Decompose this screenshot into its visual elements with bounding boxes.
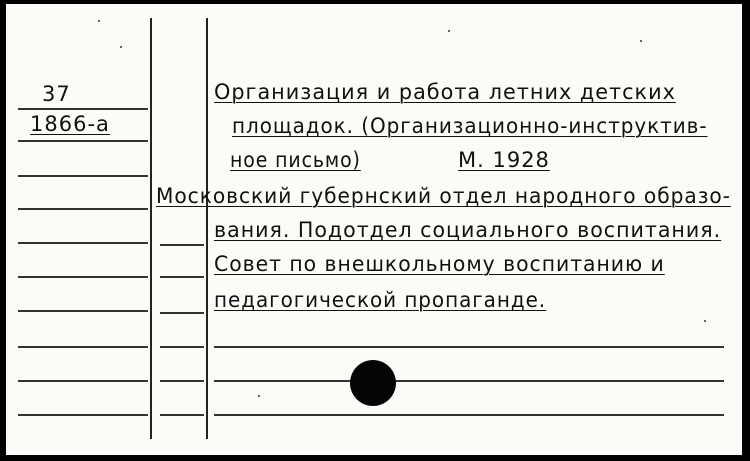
rule-mid-6: [160, 414, 204, 416]
rule-left-10: [18, 414, 148, 416]
rule-right-1: [214, 346, 724, 348]
rule-right-2: [214, 380, 724, 382]
author-line-2: вания. Подотдел социального воспитания.: [214, 218, 722, 242]
rule-left-6: [18, 276, 148, 278]
speck: [120, 46, 122, 48]
vertical-rule-2: [206, 18, 208, 439]
rule-right-3: [214, 414, 724, 416]
rule-mid-1: [160, 244, 204, 246]
title-line-3: ное письмо): [230, 148, 361, 172]
scan-border-bottom: [0, 455, 750, 461]
rule-left-9: [18, 380, 148, 382]
speck: [98, 20, 100, 22]
author-line-1: Московский губернский отдел народного образо-: [156, 184, 731, 208]
scan-border-top: [0, 0, 750, 4]
rule-mid-2: [160, 276, 204, 278]
scan-border-left: [0, 0, 6, 461]
scan-border-right: [742, 0, 750, 461]
rule-mid-5: [160, 380, 204, 382]
rule-left-4: [18, 208, 148, 210]
rule-left-5: [18, 242, 148, 244]
punch-hole: [350, 360, 396, 406]
title-line-2: площадок. (Организационно-инструктив-: [232, 114, 708, 138]
speck: [704, 320, 706, 322]
vertical-rule-1: [150, 18, 152, 439]
rule-left-3: [18, 175, 148, 177]
rule-left-2: [18, 140, 148, 142]
rule-left-7: [18, 310, 148, 312]
rule-mid-3: [160, 312, 204, 314]
shelfmark: 1866-a: [30, 112, 110, 136]
rule-mid-4: [160, 346, 204, 348]
title-line-1: Организация и работа летних детских: [214, 80, 676, 104]
speck: [640, 40, 642, 42]
rule-left-1: [18, 108, 148, 110]
author-line-4: педагогической пропаганде.: [214, 288, 547, 312]
author-line-3: Совет по внешкольному воспитанию и: [214, 252, 665, 276]
card-number: 37: [42, 82, 71, 106]
imprint: М. 1928: [458, 148, 550, 172]
rule-left-8: [18, 346, 148, 348]
speck: [258, 395, 260, 397]
speck: [448, 30, 450, 32]
